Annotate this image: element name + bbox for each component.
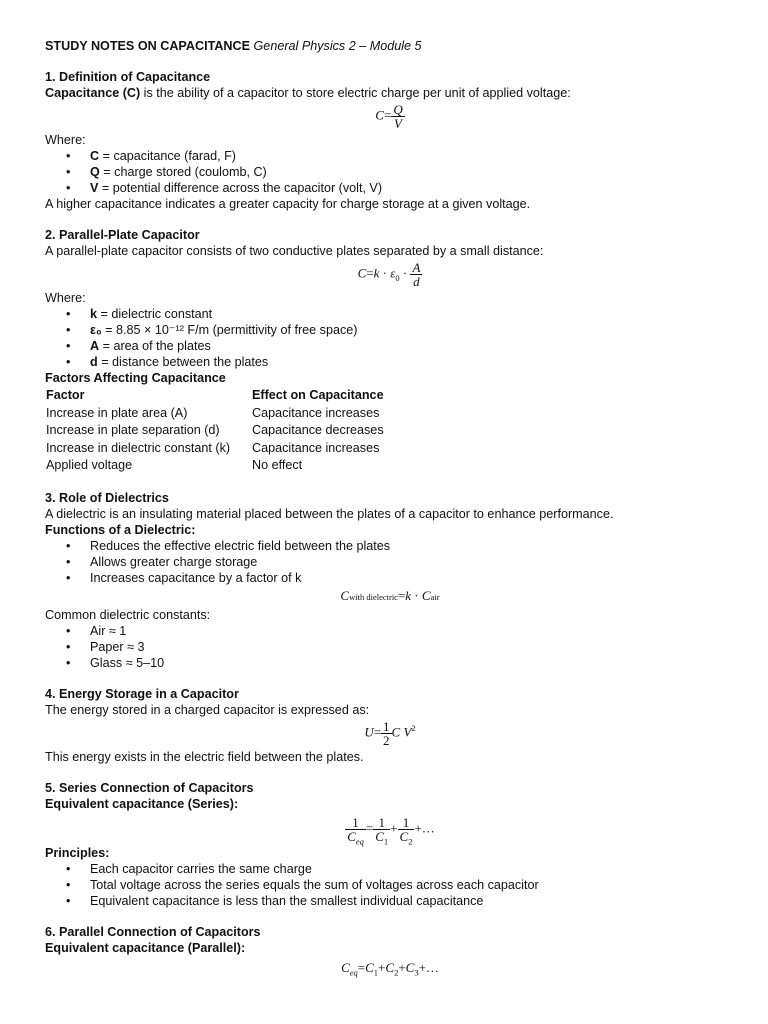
list-item: • k = dielectric constant xyxy=(90,306,735,322)
section-energy xyxy=(45,686,735,765)
section-parallel-plate xyxy=(45,227,735,475)
where-label: Where: xyxy=(45,133,86,147)
equation-parallel-plate: $C=k \cdot \varepsilon_0$ · $\frac{A}{d}$ xyxy=(357,260,421,289)
document-subtitle: General Physics 2 – Module 5 xyxy=(253,39,422,53)
table-row: Increase in plate area (A) Capacitance increases xyxy=(46,405,380,420)
functions-list xyxy=(45,538,735,586)
principles-heading: Principles: xyxy=(45,845,110,860)
list-item: • Glass ≈ 5–10 xyxy=(90,655,735,671)
factors-heading: Factors Affecting Capacitance xyxy=(45,371,226,385)
document-title-line xyxy=(45,38,735,54)
table-row: Increase in dielectric constant (k) Capacitance increases xyxy=(46,440,380,455)
common-constants-label: Common dielectric constants: xyxy=(45,607,211,622)
energy-note: This energy exists in the electric field between the plates. xyxy=(45,749,364,764)
factors-table xyxy=(46,387,384,475)
document-page xyxy=(45,38,735,991)
section-heading: 1. Definition of Capacitance xyxy=(45,70,211,84)
equation-energy: U= $\frac{1}{2}$ C $V^2$ xyxy=(364,718,416,748)
list-item: • Air ≈ 1 xyxy=(90,623,735,639)
list-item: • Reduces the effective electric field between the plates xyxy=(90,538,735,554)
energy-intro: The energy stored in a charged capacitor is expressed as: xyxy=(45,702,370,717)
list-item: • Equivalent capacitance is less than the smallest individual capacitance xyxy=(90,893,735,909)
section-series xyxy=(45,780,735,909)
equation-dielectric: Cwith dielectric=k · Cair xyxy=(340,587,440,603)
equation-capacitance: C= $\frac{Q}{V}$ xyxy=(375,102,403,131)
list-item: • d = distance between the plates xyxy=(90,354,735,370)
symbol-list xyxy=(45,148,735,196)
list-item: • V = potential difference across the capacitor (volt, V) xyxy=(90,180,735,196)
definition-paragraph: Capacitance (C) is the ability of a capacitor to store electric charge per unit of applied voltage: xyxy=(45,86,571,100)
table-header-row: Factor Effect on Capacitance xyxy=(46,388,384,402)
functions-heading: Functions of a Dielectric: xyxy=(45,522,196,537)
parallel-equiv-label: Equivalent capacitance (Parallel): xyxy=(45,940,246,955)
section-definition xyxy=(45,69,735,212)
list-item: • Q = charge stored (coulomb, C) xyxy=(90,164,735,180)
list-item: • Paper ≈ 3 xyxy=(90,639,735,655)
section-parallel xyxy=(45,924,735,976)
principles-list xyxy=(45,861,735,909)
section-heading: 3. Role of Dielectrics xyxy=(45,490,169,505)
series-equiv-label: Equivalent capacitance (Series): xyxy=(45,796,239,811)
list-item: • Allows greater charge storage xyxy=(90,554,735,570)
table-row: Applied voltage No effect xyxy=(46,458,303,472)
list-item: • Total voltage across the series equals the sum of voltages across each capacitor xyxy=(90,877,735,893)
list-item: • Each capacitor carries the same charge xyxy=(90,861,735,877)
dielectrics-intro: A dielectric is an insulating material placed between the plates of a capacitor to enhance performance. xyxy=(45,506,614,521)
document-title: STUDY NOTES ON CAPACITANCE xyxy=(45,39,251,53)
list-item: • ε₀ = 8.85 × 10⁻¹² F/m (permittivity of free space) xyxy=(90,322,735,338)
section-dielectrics xyxy=(45,490,735,671)
equation-series: $\frac{1}{C_{eq}}$ = $\frac{1}{C_1}$ + $\frac{1}{C_2}$ +… xyxy=(347,814,435,847)
parallel-plate-intro: A parallel-plate capacitor consists of two conductive plates separated by a small distance: xyxy=(45,244,544,258)
symbol-list xyxy=(45,306,735,370)
constants-list xyxy=(45,623,735,671)
section-heading: 4. Energy Storage in a Capacitor xyxy=(45,686,239,701)
where-label: Where: xyxy=(45,291,86,305)
list-item: • A = area of the plates xyxy=(90,338,735,354)
section-heading: 6. Parallel Connection of Capacitors xyxy=(45,924,261,939)
definition-note: A higher capacitance indicates a greater capacity for charge storage at a given voltage. xyxy=(45,197,531,211)
section-heading: 5. Series Connection of Capacitors xyxy=(45,780,254,795)
table-row: Increase in plate separation (d) Capacitance decreases xyxy=(46,423,384,437)
equation-parallel: $C_{eq}=C_1+C_2+C_3+\dots$ xyxy=(341,959,439,978)
list-item: • Increases capacitance by a factor of k xyxy=(90,570,735,586)
list-item: • C = capacitance (farad, F) xyxy=(90,148,735,164)
section-heading: 2. Parallel-Plate Capacitor xyxy=(45,228,200,242)
